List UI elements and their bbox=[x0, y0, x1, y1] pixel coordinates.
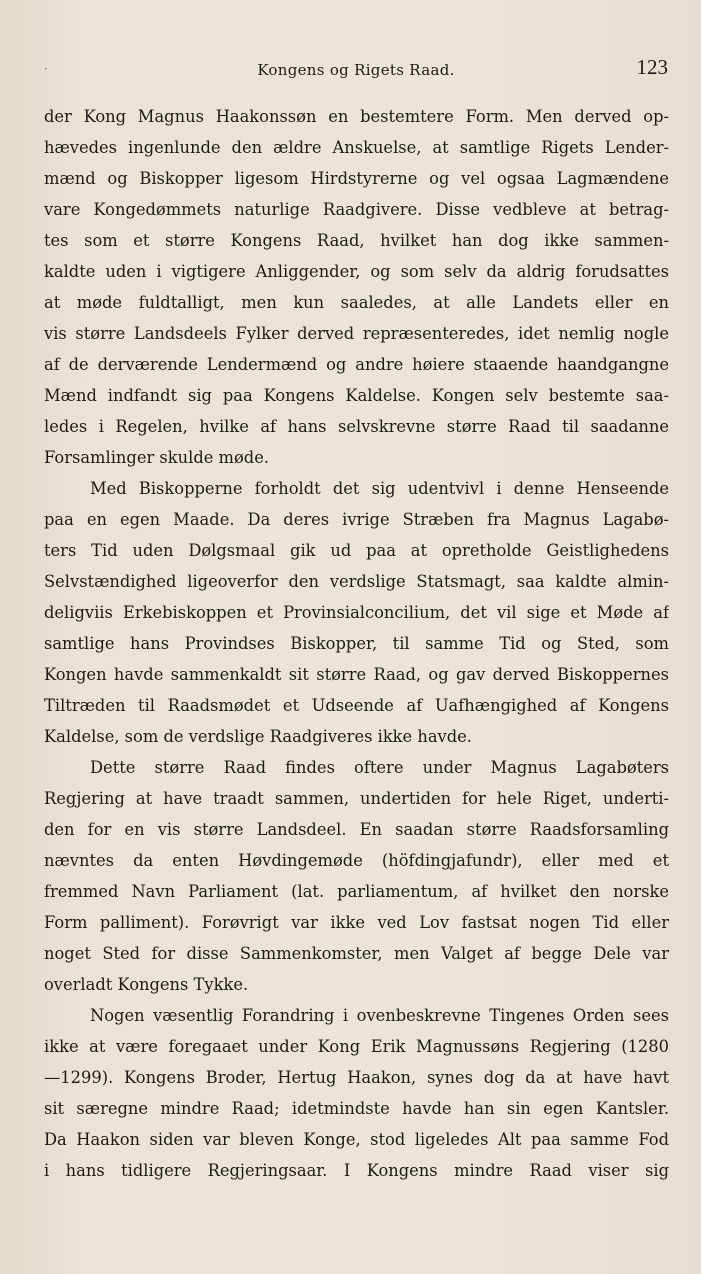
margin-mark: · bbox=[44, 62, 48, 76]
paragraph-start-line: Med Biskopperne forholdt det sig udentvivl i denne Henseende bbox=[90, 479, 669, 498]
text-line: Da Haakon siden var bleven Konge, stod ligeledes Alt paa samme Fod bbox=[44, 1130, 669, 1149]
text-line: der Kong Magnus Haakonssøn en bestemtere Form. Men derved op- bbox=[44, 107, 669, 126]
text-line: noget Sted for disse Sammenkomster, men Valget af begge Dele var bbox=[44, 944, 669, 963]
text-line: Kongen havde sammenkaldt sit større Raad, og gav derved Biskoppernes bbox=[44, 665, 669, 684]
text-line: kaldte uden i vigtigere Anliggender, og som selv da aldrig forudsattes bbox=[44, 262, 669, 281]
text-line: sit særegne mindre Raad; idetmindste havde han sin egen Kantsler. bbox=[44, 1099, 669, 1118]
text-line: at møde fuldtalligt, men kun saaledes, at alle Landets eller en bbox=[44, 293, 669, 312]
page-header bbox=[44, 54, 668, 84]
text-line: Tiltræden til Raadsmødet et Udseende af Uafhængighed af Kongens bbox=[44, 696, 669, 715]
text-line: nævntes da enten Høvdingemøde (höfdingjafundr), eller med et bbox=[44, 851, 669, 870]
text-line: Selvstændighed ligeoverfor den verdslige Statsmagt, saa kaldte almin- bbox=[44, 572, 669, 591]
text-line: den for en vis større Landsdeel. En saadan større Raadsforsamling bbox=[44, 820, 669, 839]
text-line: vare Kongedømmets naturlige Raadgivere. Disse vedbleve at betrag- bbox=[44, 200, 669, 219]
paragraph-end-line: overladt Kongens Tykke. bbox=[44, 975, 249, 994]
text-line: Form palliment). Forøvrigt var ikke ved Lov fastsat nogen Tid eller bbox=[44, 913, 669, 932]
text-line: ters Tid uden Dølgsmaal gik ud paa at opretholde Geistlighedens bbox=[44, 541, 669, 560]
text-line: paa en egen Maade. Da deres ivrige Stræben fra Magnus Lagabø- bbox=[44, 510, 669, 529]
text-line: deligviis Erkebiskoppen et Provinsialconcilium, det vil sige et Møde af bbox=[44, 603, 669, 622]
page-number: 123 bbox=[636, 55, 668, 79]
text-line: mænd og Biskopper ligesom Hirdstyrerne og vel ogsaa Lagmændene bbox=[44, 169, 669, 188]
text-line: samtlige hans Provindses Biskopper, til samme Tid og Sted, som bbox=[44, 634, 669, 653]
text-line: vis større Landsdeels Fylker derved repræsenteredes, idet nemlig nogle bbox=[44, 324, 669, 343]
text-line: —1299). Kongens Broder, Hertug Haakon, synes dog da at have havt bbox=[44, 1068, 669, 1087]
text-line: ledes i Regelen, hvilke af hans selvskrevne større Raad til saadanne bbox=[44, 417, 669, 436]
text-line: hævedes ingenlunde den ældre Anskuelse, at samtlige Rigets Lender- bbox=[44, 138, 669, 157]
paragraph-end-line: Forsamlinger skulde møde. bbox=[44, 448, 270, 467]
paragraph-start-line: Nogen væsentlig Forandring i ovenbeskrevne Tingenes Orden sees bbox=[90, 1006, 669, 1025]
text-line: fremmed Navn Parliament (lat. parliamentum, af hvilket den norske bbox=[44, 882, 669, 901]
text-line: ikke at være foregaaet under Kong Erik Magnussøns Regjering (1280 bbox=[44, 1037, 669, 1056]
paragraph-end-line: Kaldelse, som de verdslige Raadgiveres ikke havde. bbox=[44, 727, 472, 746]
text-line: i hans tidligere Regjeringsaar. I Kongens mindre Raad viser sig bbox=[44, 1161, 669, 1180]
paragraph-start-line: Dette større Raad findes oftere under Magnus Lagabøters bbox=[90, 758, 669, 777]
text-line: af de derværende Lendermænd og andre høiere staaende haandgangne bbox=[44, 355, 669, 374]
text-line: tes som et større Kongens Raad, hvilket han dog ikke sammen- bbox=[44, 231, 669, 250]
text-line: Mænd indfandt sig paa Kongens Kaldelse. Kongen selv bestemte saa- bbox=[44, 386, 669, 405]
text-line: Regjering at have traadt sammen, undertiden for hele Riget, underti- bbox=[44, 789, 669, 808]
running-title: Kongens og Rigets Raad. bbox=[257, 61, 455, 79]
body-text bbox=[44, 101, 669, 1186]
